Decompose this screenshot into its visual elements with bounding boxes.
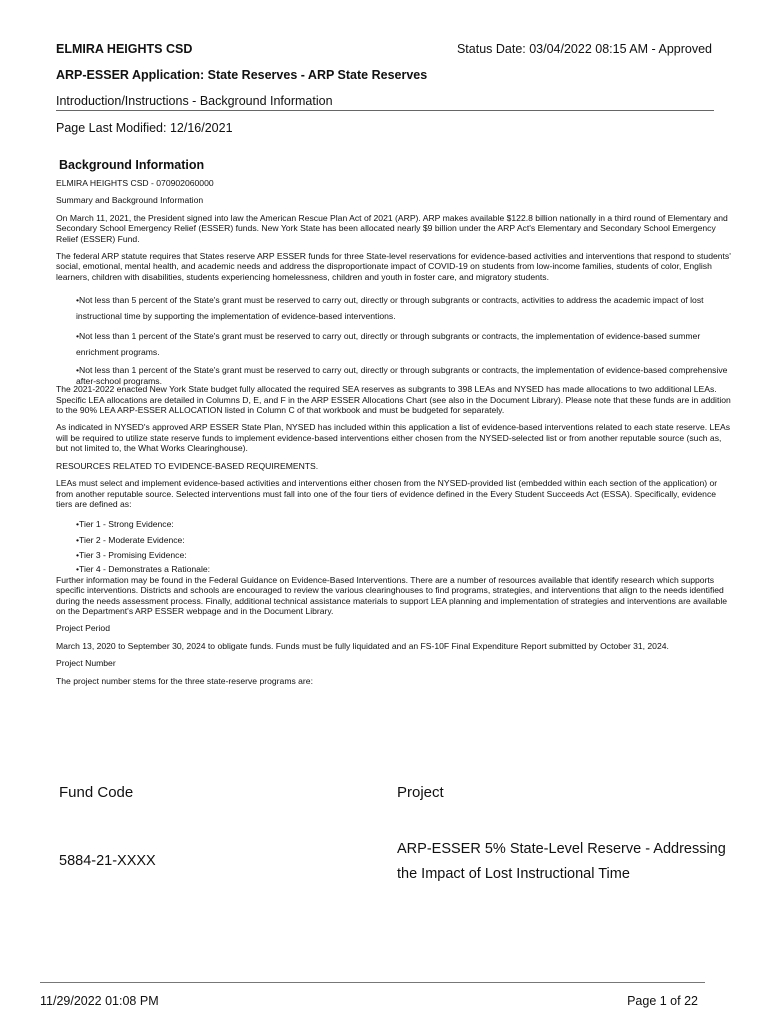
guidance-paragraph: Further information may be found in the Federal Guidance on Evidence-Based Interventions. There are a number of resources available that identify research which supports specific interventions. Districts and schools are encouraged to review the various clearinghouses to find programs, strategies, and interventions that align to the needs identified during the needs assessment process. Finally, additional technical assistance materials to support LEA planning and implementation of strategies and interventions are available on the Department's ARP ESSER webpage and in the Document Library. — [56, 574, 728, 617]
page-last-modified: Page Last Modified: 12/16/2021 — [56, 121, 233, 135]
district-name: ELMIRA HEIGHTS CSD — [56, 42, 193, 56]
header-divider — [56, 110, 714, 111]
district-id: ELMIRA HEIGHTS CSD - 070902060000 — [56, 178, 214, 188]
summary-subtitle: Summary and Background Information — [56, 195, 204, 206]
table-cell-project: ARP-ESSER 5% State-Level Reserve - Addressing the Impact of Lost Instructional Time — [397, 841, 726, 882]
print-datetime: 11/29/2022 01:08 PM — [40, 994, 159, 1008]
statute-paragraph: The federal ARP statute requires that States reserve ARP ESSER funds for three State-level reservations for evidence-based activities and interventions that respond to students' social, emotional, mental health, and academic needs and address the disproportionate impact of COVID-19 on students from low-income families, students of color, English learners, children with disabilities, students experiencing homelessness, children and youth in foster care, and migratory students. — [56, 251, 731, 282]
section-title: Introduction/Instructions - Background Information — [56, 94, 333, 108]
table-cell-fund-code: 5884-21-XXXX — [59, 853, 156, 869]
tier-item: •Tier 2 - Moderate Evidence: — [76, 534, 185, 545]
project-period-text: March 13, 2020 to September 30, 2024 to obligate funds. Funds must be fully liquidated and an FS-10F Final Expenditure Report submitted by October 31, 2024. — [56, 640, 669, 651]
state-plan-paragraph: As indicated in NYSED's approved ARP ESSER State Plan, NYSED has included within this application a list of evidence-based interventions related to each state reserve. LEAs will be required to utilize state reserve funds to implement evidence-based interventions either chosen from the NYSED-selected list or from another reputable source (such as, but not limited to, the What Works Clearinghouse). — [56, 422, 731, 454]
evidence-paragraph: LEAs must select and implement evidence-based activities and interventions either chosen from the NYSED-provided list (embedded within each section of the application) or from another reputable source. Selected interventions must fall into one of the four tiers of evidence defined in the Every Student Succeeds Act (ESSA). Specifically, evidence tiers are defined as: — [56, 478, 718, 509]
reserve-bullet: •Not less than 1 percent of the State's grant must be reserved to carry out, directly or through subgrants or contracts, the implementation of evidence-based summer enrichment programs. — [76, 331, 701, 357]
budget-paragraph: The 2021-2022 enacted New York State budget fully allocated the required SEA reserves as subgrants to 398 LEAs and NYSED has made allocations to two additional LEAs. Specific LEA allocations are detailed in Columns D, E, and F in the ARP ESSER Allocations Chart (see also in the Document Library). Please note that these funds are in addition to the 90% LEA ARP-ESSER ALLOCATION listed in Column C of that workbook and must be budgeted for separately. — [56, 384, 731, 416]
reserve-bullet-list — [76, 293, 732, 387]
tier-item: •Tier 1 - Strong Evidence: — [76, 519, 174, 530]
reserve-bullet: •Not less than 1 percent of the State's grant must be reserved to carry out, directly or through subgrants or contracts, the implementation of evidence-based comprehensive after-school programs. — [76, 365, 728, 387]
footer-divider — [40, 982, 705, 983]
table-header-fund-code: Fund Code — [59, 784, 134, 801]
background-section — [56, 158, 732, 693]
background-title: Background Information — [59, 158, 205, 172]
reserve-bullet: •Not less than 5 percent of the State's grant must be reserved to carry out, directly or through subgrants or contracts, activities to address the academic impact of lost instructional time by supporting the implementation of evidence-based interventions. — [76, 295, 704, 321]
application-title: ARP-ESSER Application: State Reserves - ARP State Reserves — [56, 68, 428, 82]
tier-item: •Tier 4 - Demonstrates a Rationale: — [76, 563, 211, 574]
status-date: Status Date: 03/04/2022 08:15 AM - Approved — [456, 42, 712, 56]
intro-paragraph: On March 11, 2021, the President signed into law the American Rescue Plan Act of 2021 (ARP). ARP makes available $122.8 billion nationally in a third round of Elementary and Secondary School Emergency Relief (ESSER) funds. New York State has been allocated nearly $9 billion under the ARP Act's Elementary and Secondary School Emergency Relief (ESSER) Fund. — [56, 212, 728, 244]
project-period-heading: Project Period — [56, 623, 110, 634]
project-number-intro: The project number stems for the three state-reserve programs are: — [56, 675, 313, 686]
table-header-project: Project — [397, 784, 444, 801]
tier-item: •Tier 3 - Promising Evidence: — [76, 550, 187, 561]
tier-list — [76, 517, 732, 575]
project-number-heading: Project Number — [56, 658, 116, 669]
resources-heading: RESOURCES RELATED TO EVIDENCE-BASED REQUIREMENTS. — [56, 460, 319, 471]
page-number: Page 1 of 22 — [627, 994, 698, 1008]
